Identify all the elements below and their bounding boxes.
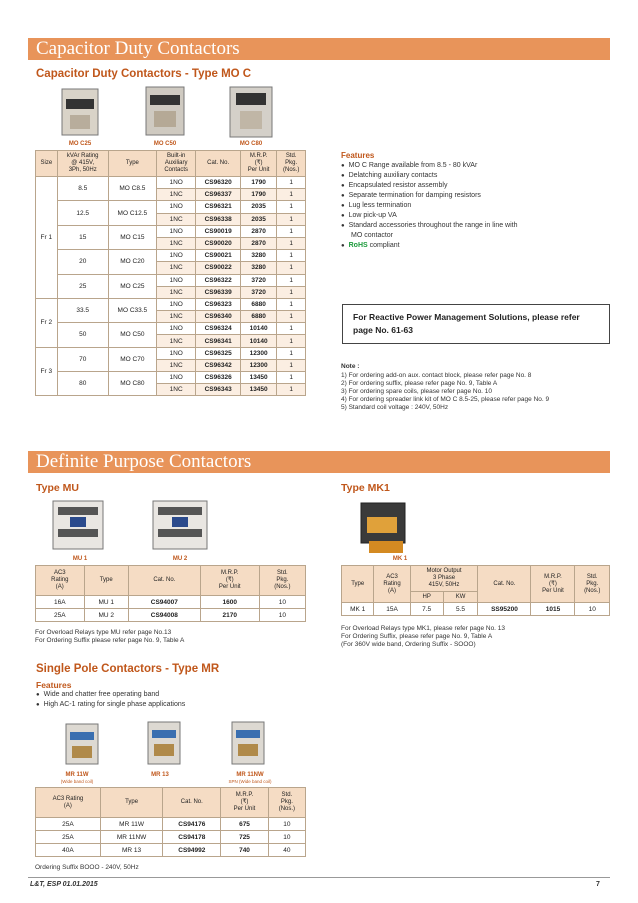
mr-cell: CS94176 (163, 818, 221, 831)
aux-cell: 1NO (156, 177, 195, 189)
kvar-cell: 33.5 (57, 298, 108, 322)
mu-note: For Ordering Suffix please refer page No. 9, Table A (35, 637, 185, 644)
mrp-cell: 2035 (240, 213, 276, 225)
mr-cell: CS94992 (163, 844, 221, 857)
pkg-cell: 1 (277, 298, 306, 310)
mrp-cell: 2870 (240, 237, 276, 249)
table-subheader-cell: KW (443, 592, 478, 603)
mk-note: For Ordering Suffix, please refer page No. 9, Table A (341, 633, 493, 640)
table-row (36, 818, 306, 831)
table-header-cell: Std. Pkg. (Nos.) (277, 151, 306, 177)
table-header-cell: Std. Pkg. (Nos.) (575, 566, 610, 603)
type-cell: MO C20 (108, 250, 156, 274)
cat-no-cell: CS96337 (196, 189, 240, 201)
caption-mr11w: MR 11W (65, 772, 89, 778)
rohs-rest: compliant (367, 242, 400, 249)
kvar-cell: 20 (57, 250, 108, 274)
table-header-cell: M.R.P. (₹) Per Unit (200, 566, 259, 596)
mr-cell: 40 (268, 844, 305, 857)
cat-no-cell: CS96339 (196, 286, 240, 298)
moc-table (35, 150, 306, 396)
aux-cell: 1NC (156, 311, 195, 323)
cat-no-cell: CS96320 (196, 177, 240, 189)
pkg-cell: 1 (277, 274, 306, 286)
kvar-cell: 8.5 (57, 177, 108, 201)
moc-table-header (36, 151, 306, 177)
aux-cell: 1NO (156, 347, 195, 359)
table-header-cell: Cat. No. (128, 566, 200, 596)
cat-no-cell: CS96343 (196, 384, 240, 396)
kvar-cell: 80 (57, 372, 108, 396)
caption-moc80: MO C80 (239, 141, 263, 147)
feature-item: ● Encapsulated resistor assembly (341, 181, 611, 191)
feature-item-rohs (341, 241, 611, 251)
mk1-photo (355, 497, 415, 557)
mr-feature-item: ● High AC-1 rating for single phase applications (36, 700, 316, 710)
aux-cell: 1NC (156, 213, 195, 225)
feature-item: ● MO C Range available from 8.5 - 80 kVAr (341, 161, 611, 171)
aux-cell: 1NO (156, 372, 195, 384)
caption-mk1: MK 1 (392, 556, 408, 562)
table-row (36, 201, 306, 213)
table-row (36, 844, 306, 857)
mrp-cell: 1790 (240, 189, 276, 201)
mu-cell: 16A (36, 596, 85, 609)
notes-title: Note : (341, 363, 360, 370)
mr-cell: 675 (221, 818, 269, 831)
mrp-cell: 6880 (240, 298, 276, 310)
caption-mr11w-sub: (Wide band coil) (60, 779, 94, 784)
mr13-photo (144, 716, 184, 770)
notes-list (341, 372, 621, 412)
mr11w-photo (62, 718, 102, 770)
mr-cell: MR 11W (100, 818, 163, 831)
cat-no-cell: CS90021 (196, 250, 240, 262)
type-cell: MO C15 (108, 225, 156, 249)
cat-no-cell: CS96326 (196, 372, 240, 384)
table-header-cell: Type (342, 566, 374, 603)
mrp-cell: 12300 (240, 359, 276, 371)
section-band-definite: Definite Purpose Contactors (28, 451, 610, 473)
aux-cell: 1NC (156, 286, 195, 298)
mr-note: Ordering Suffix BOOO - 240V, 50Hz (35, 864, 139, 871)
mrp-cell: 13450 (240, 372, 276, 384)
mr-cell: 40A (36, 844, 101, 857)
aux-cell: 1NC (156, 189, 195, 201)
aux-cell: 1NO (156, 225, 195, 237)
mk-cell: 10 (575, 603, 610, 616)
mrp-cell: 1790 (240, 177, 276, 189)
table-header-cell: AC3 Rating (A) (374, 566, 410, 603)
aux-cell: 1NC (156, 237, 195, 249)
aux-cell: 1NC (156, 384, 195, 396)
mrp-cell: 10140 (240, 335, 276, 347)
footer-rule (28, 877, 610, 878)
cat-no-cell: CS96323 (196, 298, 240, 310)
pkg-cell: 1 (277, 189, 306, 201)
mrp-cell: 3720 (240, 274, 276, 286)
table-header-cell: M.R.P. (₹) Per Unit (221, 788, 269, 818)
reactive-power-note-box: For Reactive Power Management Solutions, please refer page No. 61-63 (342, 304, 610, 344)
aux-cell: 1NO (156, 201, 195, 213)
cat-no-cell: CS96341 (196, 335, 240, 347)
table-header-cell: Motor Output 3 Phase 415V, 50Hz (410, 566, 478, 592)
table-header-cell: Cat. No. (196, 151, 240, 177)
mu-cell: 25A (36, 609, 85, 622)
pkg-cell: 1 (277, 201, 306, 213)
mk-note: For Overload Relays type MK1, please refer page No. 13 (341, 625, 506, 632)
table-header-cell: Cat. No. (163, 788, 221, 818)
mu-cell: MU 2 (84, 609, 128, 622)
table-row (36, 609, 306, 622)
footer-text: L&T, ESP 01.01.2015 (30, 881, 98, 888)
table-row (36, 250, 306, 262)
feature-item: ● Delatching auxiliary contacts (341, 171, 611, 181)
moc50-photo (144, 83, 186, 137)
mu-cell: 10 (259, 596, 305, 609)
table-row (36, 596, 306, 609)
mrp-cell: 3280 (240, 250, 276, 262)
table-header-cell: AC3 Rating (A) (36, 788, 101, 818)
aux-cell: 1NO (156, 323, 195, 335)
moc80-photo (228, 83, 274, 139)
table-row (36, 225, 306, 237)
mrp-cell: 12300 (240, 347, 276, 359)
page-number: 7 (596, 881, 600, 888)
kvar-cell: 70 (57, 347, 108, 371)
table-header-cell: AC3 Rating (A) (36, 566, 85, 596)
type-cell: MO C33.5 (108, 298, 156, 322)
caption-mr11nw: MR 11NW (236, 772, 264, 778)
cat-no-cell: CS96340 (196, 311, 240, 323)
table-row (36, 372, 306, 384)
pkg-cell: 1 (277, 250, 306, 262)
pkg-cell: 1 (277, 335, 306, 347)
table-row (36, 274, 306, 286)
mk-cell: MK 1 (342, 603, 374, 616)
pkg-cell: 1 (277, 286, 306, 298)
note-item: 2) For ordering suffix, please refer page No. 9, Table A (341, 380, 498, 387)
cat-no-cell: CS96324 (196, 323, 240, 335)
mr-features-title: Features (36, 680, 72, 690)
aux-cell: 1NO (156, 250, 195, 262)
mu-table (35, 565, 306, 622)
table-header-cell: kVAr Rating @ 415V, 3Ph, 50Hz (57, 151, 108, 177)
mk-table (341, 565, 610, 616)
type-cell: MO C25 (108, 274, 156, 298)
cat-no-cell: CS96321 (196, 201, 240, 213)
mu-notes (35, 629, 325, 645)
features-list (341, 161, 611, 251)
section-band-capacitor: Capacitor Duty Contactors (28, 38, 610, 60)
kvar-cell: 15 (57, 225, 108, 249)
mk-cell: 1015 (531, 603, 575, 616)
pkg-cell: 1 (277, 262, 306, 274)
pkg-cell: 1 (277, 384, 306, 396)
pkg-cell: 1 (277, 372, 306, 384)
size-cell: Fr 1 (36, 177, 58, 299)
mrp-cell: 6880 (240, 311, 276, 323)
mrp-cell: 3280 (240, 262, 276, 274)
mk-cell: 5.5 (443, 603, 478, 616)
features-title: Features (341, 151, 375, 160)
kvar-cell: 50 (57, 323, 108, 347)
mrp-cell: 2035 (240, 201, 276, 213)
mr11nw-photo (228, 716, 268, 770)
table-row (36, 323, 306, 335)
table-header-cell: Size (36, 151, 58, 177)
table-row (36, 177, 306, 189)
table-header-cell: M.R.P. (₹) Per Unit (240, 151, 276, 177)
pkg-cell: 1 (277, 213, 306, 225)
mu-cell: CS94007 (128, 596, 200, 609)
type-cell: MO C12.5 (108, 201, 156, 225)
type-cell: MO C8.5 (108, 177, 156, 201)
mu-cell: 10 (259, 609, 305, 622)
mk-heading: Type MK1 (341, 482, 390, 494)
mk-cell: SS95200 (478, 603, 531, 616)
table-row (36, 831, 306, 844)
mr-cell: 25A (36, 818, 101, 831)
caption-mu2: MU 2 (172, 556, 188, 562)
feature-item: ● Separate termination for damping resistors (341, 191, 611, 201)
mr-cell: 10 (268, 831, 305, 844)
mk-cell: 15A (374, 603, 410, 616)
caption-moc25: MO C25 (68, 141, 92, 147)
cat-no-cell: CS90022 (196, 262, 240, 274)
aux-cell: 1NC (156, 359, 195, 371)
type-cell: MO C70 (108, 347, 156, 371)
table-subheader-cell: HP (410, 592, 443, 603)
mu-cell: 1600 (200, 596, 259, 609)
caption-mr13: MR 13 (151, 772, 169, 778)
mr-cell: CS94178 (163, 831, 221, 844)
mu-heading: Type MU (36, 482, 79, 494)
caption-moc50: MO C50 (153, 141, 177, 147)
table-row (36, 347, 306, 359)
pkg-cell: 1 (277, 359, 306, 371)
mu2-photo (150, 497, 210, 552)
moc25-photo (60, 85, 100, 137)
mu-cell: CS94008 (128, 609, 200, 622)
mr-cell: 10 (268, 818, 305, 831)
size-cell: Fr 3 (36, 347, 58, 396)
aux-cell: 1NO (156, 274, 195, 286)
table-header-cell: Type (108, 151, 156, 177)
mk-cell: 7.5 (410, 603, 443, 616)
table-row (36, 298, 306, 310)
mr-cell: 725 (221, 831, 269, 844)
feature-item: MO contactor (351, 232, 394, 239)
table-header-cell: Std. Pkg. (Nos.) (259, 566, 305, 596)
mk-notes (341, 625, 621, 649)
mu1-photo (50, 497, 106, 552)
table-header-row (342, 566, 610, 592)
pkg-cell: 1 (277, 225, 306, 237)
size-cell: Fr 2 (36, 298, 58, 347)
mr-cell: 740 (221, 844, 269, 857)
note-item: 3) For ordering spare coils, please refer page No. 10 (341, 388, 493, 395)
note-item: 1) For ordering add-on aux. contact block, please refer page No. 8 (341, 372, 532, 379)
moc-heading: Capacitor Duty Contactors - Type MO C (36, 68, 252, 80)
mrp-cell: 10140 (240, 323, 276, 335)
mrp-cell: 3720 (240, 286, 276, 298)
cat-no-cell: CS96325 (196, 347, 240, 359)
type-cell: MO C50 (108, 323, 156, 347)
note-item: 4) For ordering spreader link kit of MO C 8.5-25, please refer page No. 9 (341, 396, 550, 403)
pkg-cell: 1 (277, 177, 306, 189)
type-cell: MO C80 (108, 372, 156, 396)
mrp-cell: 13450 (240, 384, 276, 396)
mk-note: (For 360V wide band, Ordering Suffix - SOOO) (341, 641, 476, 648)
mr-heading: Single Pole Contactors - Type MR (36, 663, 220, 675)
rohs-label: RoHS (348, 242, 368, 249)
mr-table (35, 787, 306, 857)
feature-item: ● Low pick-up VA (341, 211, 611, 221)
mr-cell: 25A (36, 831, 101, 844)
note-item: 5) Standard coil voltage : 240V, 50Hz (341, 404, 449, 411)
table-header-cell: Type (84, 566, 128, 596)
feature-item: ● Standard accessories throughout the range in line with (341, 221, 611, 231)
table-header-cell: Std. Pkg. (Nos.) (268, 788, 305, 818)
mr-cell: MR 13 (100, 844, 163, 857)
table-row (342, 603, 610, 616)
pkg-cell: 1 (277, 237, 306, 249)
cat-no-cell: CS96338 (196, 213, 240, 225)
mr-features-list (36, 690, 316, 710)
mu-note: For Overload Relays type MU refer page No.13 (35, 629, 172, 636)
kvar-cell: 12.5 (57, 201, 108, 225)
aux-cell: 1NC (156, 335, 195, 347)
aux-cell: 1NC (156, 262, 195, 274)
caption-mu1: MU 1 (72, 556, 88, 562)
mr-cell: MR 11NW (100, 831, 163, 844)
pkg-cell: 1 (277, 347, 306, 359)
mrp-cell: 2870 (240, 225, 276, 237)
cat-no-cell: CS96342 (196, 359, 240, 371)
cat-no-cell: CS96322 (196, 274, 240, 286)
pkg-cell: 1 (277, 323, 306, 335)
table-header-cell: Cat. No. (478, 566, 531, 603)
aux-cell: 1NO (156, 298, 195, 310)
caption-mr11nw-sub: SPN (Wide band coil) (228, 779, 272, 784)
feature-item: ● Lug less termination (341, 201, 611, 211)
cat-no-cell: CS90020 (196, 237, 240, 249)
kvar-cell: 25 (57, 274, 108, 298)
pkg-cell: 1 (277, 311, 306, 323)
mu-cell: 2170 (200, 609, 259, 622)
cat-no-cell: CS90019 (196, 225, 240, 237)
table-header-cell: M.R.P. (₹) Per Unit (531, 566, 575, 603)
mr-feature-item: ● Wide and chatter free operating band (36, 690, 316, 700)
table-header-cell: Type (100, 788, 163, 818)
mu-cell: MU 1 (84, 596, 128, 609)
table-header-cell: Built-in Auxiliary Contacts (156, 151, 195, 177)
